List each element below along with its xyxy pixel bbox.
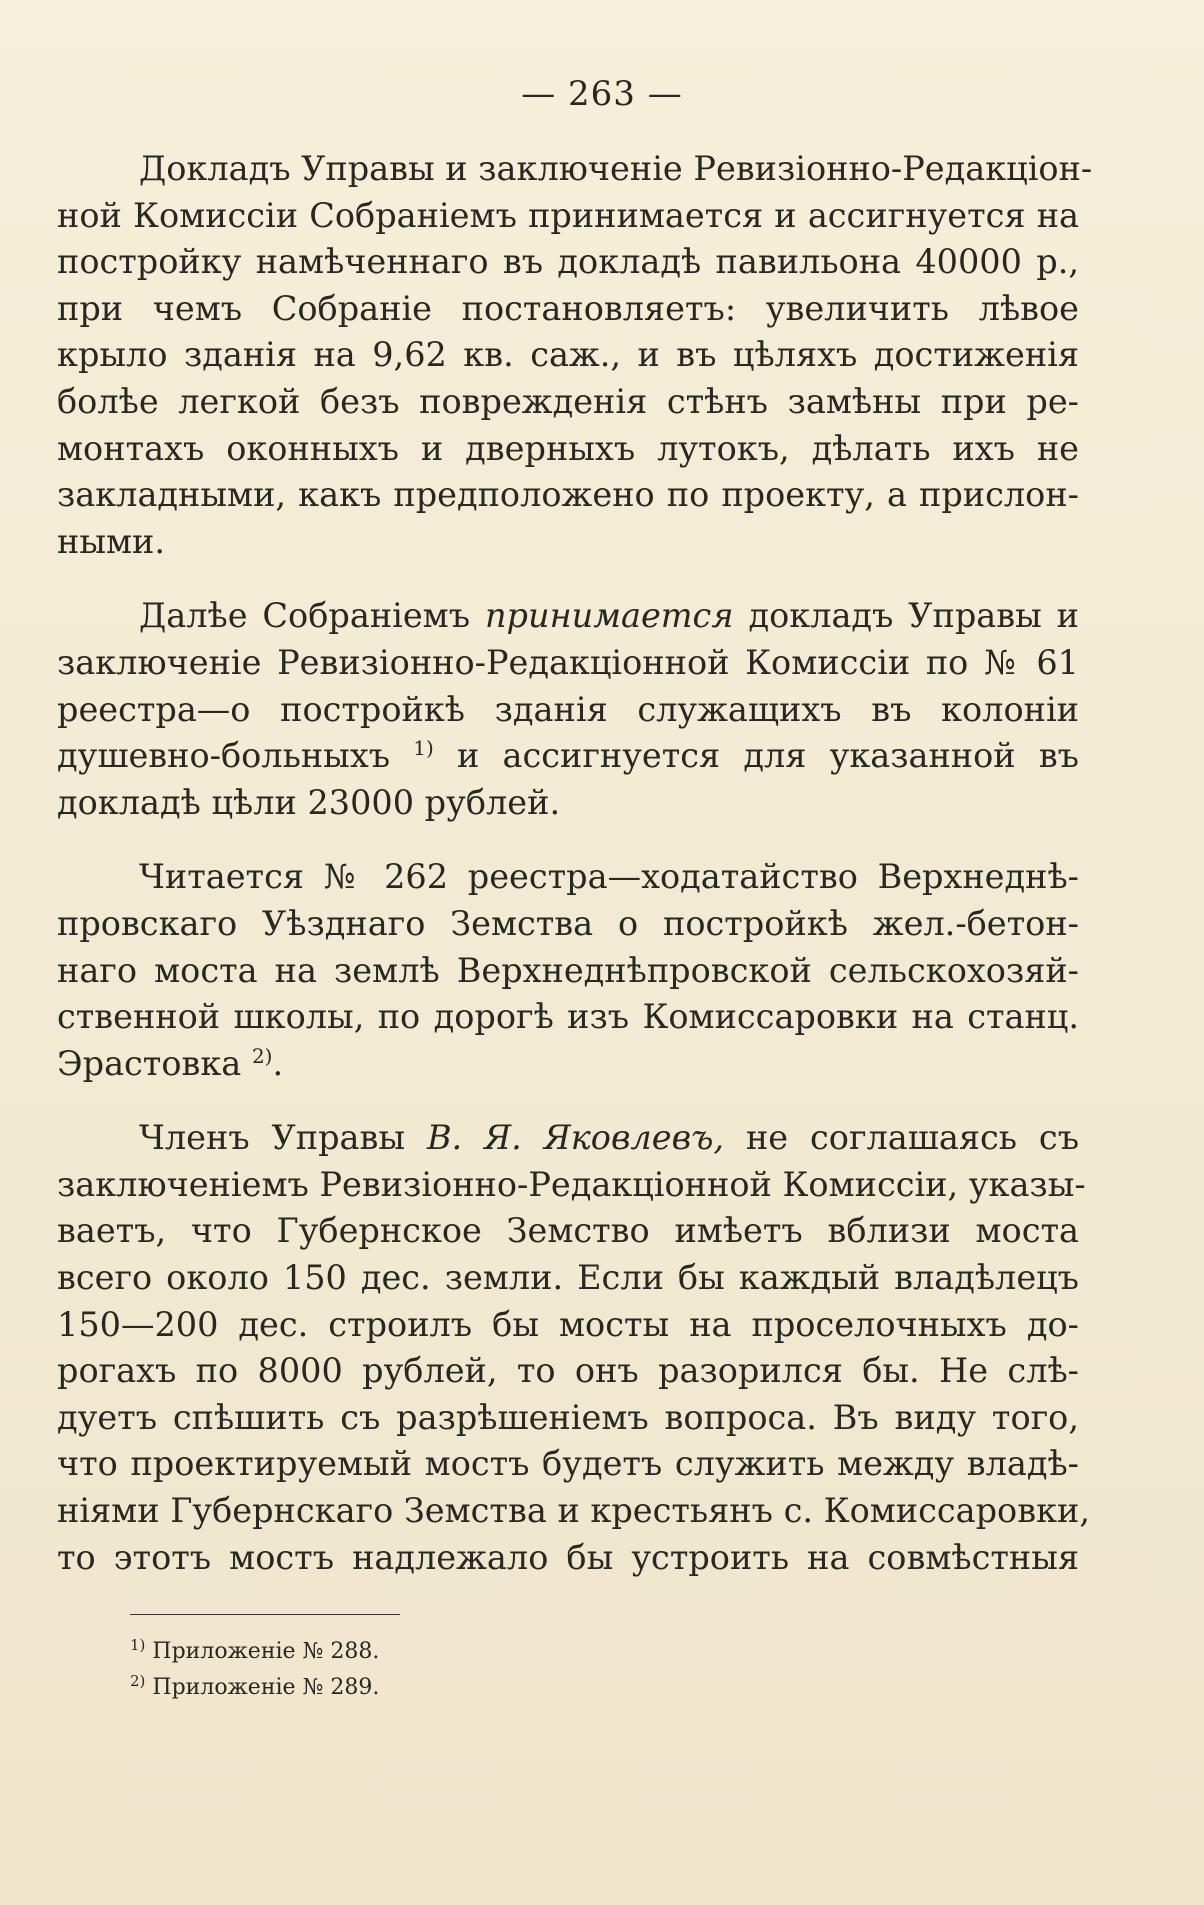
text-line: докладѣ цѣли 23000 рублей. — [57, 782, 561, 822]
text-line: ными. — [57, 521, 166, 561]
footnote-divider — [130, 1614, 400, 1615]
text-line: Далѣе Собраніемъ принимается докладъ Управы и — [139, 596, 1079, 636]
text-line: Членъ Управы В. Я. Яковлевъ, не соглашаясь съ — [139, 1118, 1080, 1158]
text-line: что проектируемый мостъ будетъ служить между владѣ- — [57, 1444, 1079, 1484]
text-line: постройку намѣченнаго въ докладѣ павильона 40000 р., — [57, 242, 1079, 282]
footnote-2: $^{2)}$ Приложеніе № 289. — [130, 1672, 380, 1700]
text-line: дуетъ спѣшить съ разрѣшеніемъ вопроса. Въ виду того, — [57, 1397, 1079, 1437]
main-text — [57, 146, 1093, 1581]
footnote-mark: 1) — [130, 1636, 146, 1654]
text-line: монтахъ оконныхъ и дверныхъ лутокъ, дѣлать ихъ не — [57, 428, 1079, 468]
text-line: всего около 150 дес. земли. Если бы каждый владѣлецъ — [57, 1258, 1079, 1298]
paragraph-4 — [57, 1115, 1091, 1581]
paragraph-2 — [57, 593, 1079, 826]
text-line: наго моста на землѣ Верхнеднѣпровской сельскохозяй- — [57, 950, 1079, 990]
text-line: ваетъ, что Губернское Земство имѣетъ вблизи моста — [57, 1211, 1079, 1251]
footnotes — [130, 1634, 379, 1706]
text-line: болѣе легкой безъ поврежденія стѣнъ замѣны при ре- — [57, 381, 1079, 421]
text-line: ніями Губернскаго Земства и крестьянъ с. Комиссаровки, — [57, 1491, 1091, 1531]
text-line: Читается № 262 реестра—ходатайство Верхнеднѣ- — [139, 857, 1079, 897]
person-name: В. Я. Яковлевъ, — [426, 1118, 725, 1158]
footnote-ref: 2) — [251, 1043, 273, 1068]
text-line: ной Комиссіи Собраніемъ принимается и ассигнуется на — [57, 195, 1079, 235]
text-line: заключеніе Ревизіонно-Редакціонной Комиссіи по № 61 — [57, 642, 1079, 682]
text-line: при чемъ Собраніе постановляетъ: увеличить лѣвое — [57, 288, 1079, 328]
text-line: душевно-больныхъ $^{1)}$ и ассигнуется для указанной въ — [57, 736, 1079, 776]
paragraph-3 — [57, 854, 1079, 1087]
page-number: — 263 — — [521, 74, 683, 114]
footnote-ref: 1) — [413, 736, 434, 761]
text-line: реестра—о постройкѣ зданія служащихъ въ колоніи — [57, 689, 1079, 729]
footnote-1: $^{1)}$ Приложеніе № 288. — [130, 1636, 380, 1664]
text-line: Эрастовка $^{2)}$. — [57, 1043, 284, 1083]
text-line: то этотъ мостъ надлежало бы устроить на совмѣстныя — [57, 1537, 1079, 1577]
paragraph-1 — [57, 146, 1093, 565]
text-line: крыло зданія на 9,62 кв. саж., и въ цѣляхъ достиженія — [57, 335, 1079, 375]
emphasis-text: принимается — [484, 596, 734, 636]
text-line: рогахъ по 8000 рублей, то онъ разорился бы. Не слѣ- — [57, 1351, 1079, 1391]
text-line: 150—200 дес. строилъ бы мосты на проселочныхъ до- — [57, 1304, 1079, 1344]
text-line: ственной школы, по дорогѣ изъ Комиссаровки на станц. — [57, 997, 1079, 1037]
footnote-mark: 2) — [130, 1672, 146, 1690]
text-line: закладными, какъ предположено по проекту, а прислон- — [57, 475, 1079, 515]
text-line: заключеніемъ Ревизіонно-Редакціонной Комиссіи, указы- — [57, 1164, 1086, 1204]
text-line: Докладъ Управы и заключеніе Ревизіонно-Редакціон- — [139, 149, 1093, 188]
text-line: провскаго Уѣзднаго Земства о постройкѣ жел.-бетон- — [57, 903, 1079, 943]
